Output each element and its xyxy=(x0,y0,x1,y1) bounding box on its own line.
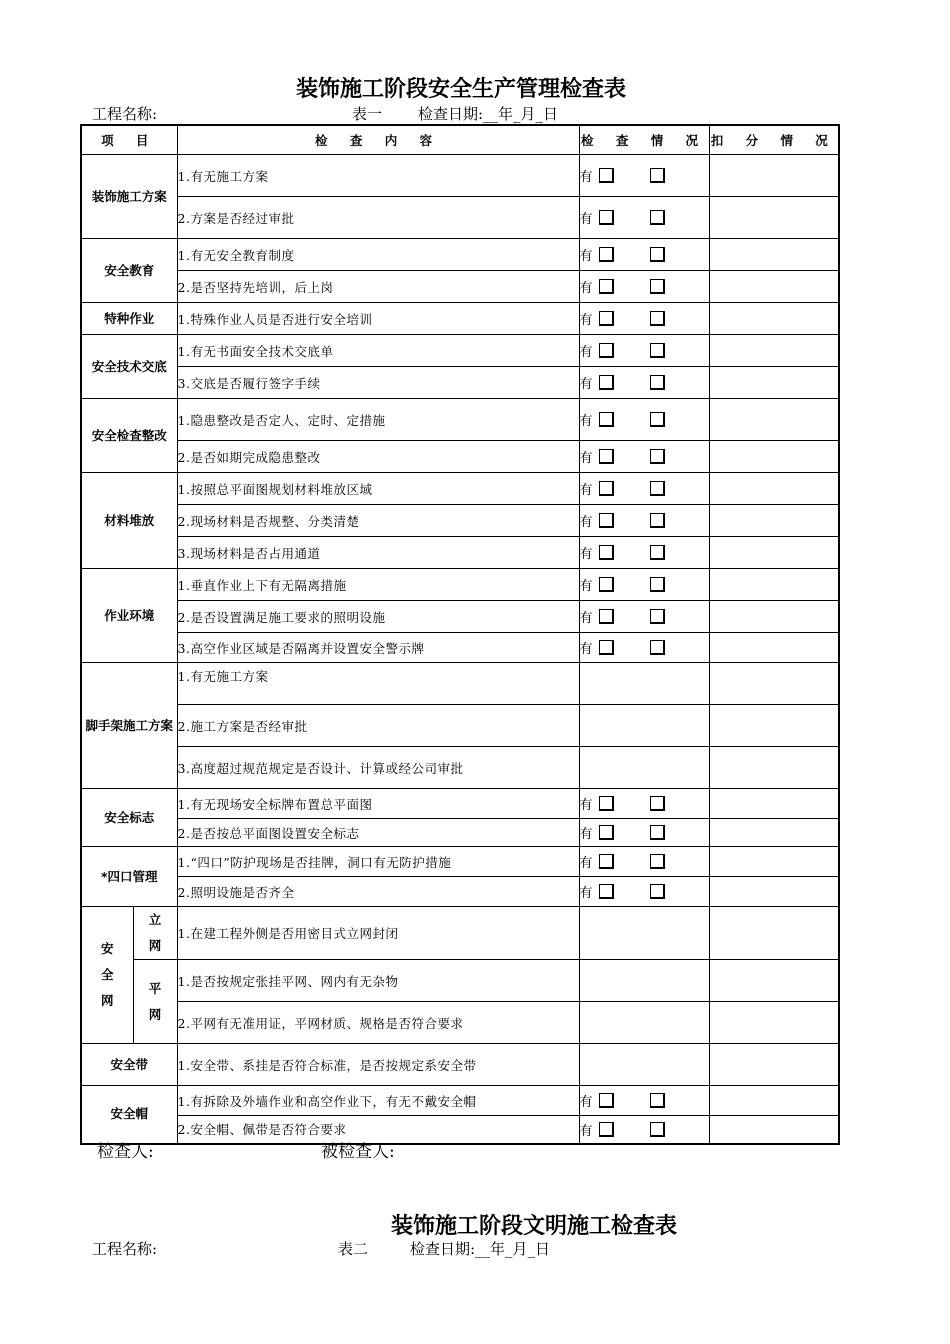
deduct-cell xyxy=(709,505,839,537)
table-row xyxy=(81,633,839,663)
section-name-cell: 安全检查整改 xyxy=(81,399,177,473)
inspector-label: 检查人: xyxy=(97,1142,154,1162)
deduct-cell xyxy=(709,877,839,907)
check-status-cell xyxy=(579,819,709,847)
checkbox-icon[interactable] xyxy=(650,247,665,262)
checkbox-icon[interactable] xyxy=(650,449,665,464)
checkbox-icon[interactable] xyxy=(599,825,614,840)
deduct-cell xyxy=(709,747,839,789)
check-status-cell xyxy=(579,1116,709,1144)
section-name-cell: 安全网 xyxy=(81,907,133,1044)
deduct-cell xyxy=(709,441,839,473)
checkbox-icon[interactable] xyxy=(650,513,665,528)
deduct-cell xyxy=(709,633,839,663)
yes-label: 有 xyxy=(579,827,593,842)
check-item-text: 3.高空作业区域是否隔离并设置安全警示牌 xyxy=(177,633,579,663)
deduct-cell xyxy=(709,663,839,705)
deduct-cell xyxy=(709,197,839,239)
checkbox-icon[interactable] xyxy=(599,210,614,225)
deduct-cell xyxy=(709,1116,839,1144)
table-row xyxy=(81,473,839,505)
checkbox-icon[interactable] xyxy=(599,168,614,183)
check-item-text: 2.平网有无准用证，平网材质、规格是否符合要求 xyxy=(177,1002,579,1044)
deduct-cell xyxy=(709,1002,839,1044)
yes-label: 有 xyxy=(579,1095,593,1110)
check-item-text: 1.“四口”防护现场是否挂牌，洞口有无防护措施 xyxy=(177,847,579,877)
form1-project-label: 工程名称: xyxy=(92,105,158,123)
table-row xyxy=(81,441,839,473)
deduct-cell xyxy=(709,847,839,877)
yes-label: 有 xyxy=(579,642,593,657)
table-row xyxy=(81,1044,839,1086)
table-row xyxy=(81,601,839,633)
check-status-cell xyxy=(579,303,709,335)
deduct-cell xyxy=(709,537,839,569)
yes-label: 有 xyxy=(579,451,593,466)
checkbox-icon[interactable] xyxy=(599,854,614,869)
checkbox-icon[interactable] xyxy=(650,279,665,294)
deduct-cell xyxy=(709,819,839,847)
safety-checklist-table xyxy=(80,124,840,1145)
table-row xyxy=(81,1116,839,1144)
section-name-cell: 脚手架施工方案 xyxy=(81,663,177,789)
check-item-text: 1.在建工程外侧是否用密目式立网封闭 xyxy=(177,907,579,960)
yes-label: 有 xyxy=(579,345,593,360)
check-status-cell xyxy=(579,1002,709,1044)
deduct-cell xyxy=(709,367,839,399)
checkbox-icon[interactable] xyxy=(650,545,665,560)
check-item-text: 1.隐患整改是否定人、定时、定措施 xyxy=(177,399,579,441)
check-item-text: 1.有无施工方案 xyxy=(177,155,579,197)
check-item-text: 2.施工方案是否经审批 xyxy=(177,705,579,747)
form1-table-no: 表一 xyxy=(352,105,383,123)
check-status-cell xyxy=(579,367,709,399)
deduct-cell xyxy=(709,569,839,601)
check-status-cell xyxy=(579,789,709,819)
checkbox-icon[interactable] xyxy=(599,412,614,427)
checkbox-icon[interactable] xyxy=(599,640,614,655)
checkbox-icon[interactable] xyxy=(650,796,665,811)
table-row xyxy=(81,367,839,399)
yes-label: 有 xyxy=(579,414,593,429)
check-item-text: 1.按照总平面图规划材料堆放区域 xyxy=(177,473,579,505)
table-row xyxy=(81,847,839,877)
check-status-cell xyxy=(579,473,709,505)
table-row xyxy=(81,537,839,569)
checkbox-icon[interactable] xyxy=(650,1122,665,1137)
table-row xyxy=(81,960,839,1002)
form1-date-label: 检查日期:__年_月_日 xyxy=(418,105,559,123)
sub-section-cell: 立网 xyxy=(133,907,177,960)
check-item-text: 2.方案是否经过审批 xyxy=(177,197,579,239)
checkbox-icon[interactable] xyxy=(599,279,614,294)
checkbox-icon[interactable] xyxy=(599,513,614,528)
check-status-cell xyxy=(579,271,709,303)
table-row xyxy=(81,877,839,907)
check-item-text: 2.是否如期完成隐患整改 xyxy=(177,441,579,473)
form2-date-label: 检查日期:__年_月_日 xyxy=(410,1240,551,1258)
table-row xyxy=(81,819,839,847)
yes-label: 有 xyxy=(579,856,593,871)
checkbox-icon[interactable] xyxy=(599,1122,614,1137)
check-status-cell xyxy=(579,907,709,960)
deduct-cell xyxy=(709,303,839,335)
checkbox-icon[interactable] xyxy=(599,609,614,624)
deduct-cell xyxy=(709,271,839,303)
checkbox-icon[interactable] xyxy=(650,640,665,655)
checkbox-icon[interactable] xyxy=(650,375,665,390)
section-name-cell: 装饰施工方案 xyxy=(81,155,177,239)
yes-label: 有 xyxy=(579,611,593,626)
table-row xyxy=(81,155,839,197)
check-item-text: 2.安全帽、佩带是否符合要求 xyxy=(177,1116,579,1144)
check-item-text: 2.是否坚持先培训，后上岗 xyxy=(177,271,579,303)
check-item-text: 1.垂直作业上下有无隔离措施 xyxy=(177,569,579,601)
header-row xyxy=(81,125,839,155)
check-item-text: 1.有无书面安全技术交底单 xyxy=(177,335,579,367)
check-item-text: 2.是否设置满足施工要求的照明设施 xyxy=(177,601,579,633)
deduct-cell xyxy=(709,960,839,1002)
table-row xyxy=(81,907,839,960)
table-row xyxy=(81,399,839,441)
yes-label: 有 xyxy=(579,212,593,227)
check-status-cell xyxy=(579,601,709,633)
section-name-cell: 特种作业 xyxy=(81,303,177,335)
checkbox-icon[interactable] xyxy=(650,577,665,592)
check-item-text: 1.特殊作业人员是否进行安全培训 xyxy=(177,303,579,335)
header-deduct: 扣 分 情 况 xyxy=(709,125,839,155)
table-row xyxy=(81,197,839,239)
deduct-cell xyxy=(709,907,839,960)
checkbox-icon[interactable] xyxy=(599,343,614,358)
check-status-cell xyxy=(579,197,709,239)
check-status-cell xyxy=(579,505,709,537)
check-item-text: 1.安全带、系挂是否符合标准，是否按规定系安全带 xyxy=(177,1044,579,1086)
yes-label: 有 xyxy=(579,1123,593,1139)
checkbox-icon[interactable] xyxy=(650,1093,665,1108)
check-status-cell xyxy=(579,705,709,747)
table-row xyxy=(81,747,839,789)
check-status-cell xyxy=(579,155,709,197)
checkbox-icon[interactable] xyxy=(599,311,614,326)
yes-label: 有 xyxy=(579,313,593,328)
checkbox-icon[interactable] xyxy=(650,210,665,225)
check-status-cell xyxy=(579,747,709,789)
table-row xyxy=(81,335,839,367)
check-item-text: 1.有无现场安全标牌布置总平面图 xyxy=(177,789,579,819)
deduct-cell xyxy=(709,789,839,819)
checkbox-icon[interactable] xyxy=(599,1093,614,1108)
table-row xyxy=(81,1086,839,1116)
checkbox-icon[interactable] xyxy=(650,168,665,183)
check-item-text: 2.照明设施是否齐全 xyxy=(177,877,579,907)
table-row xyxy=(81,663,839,705)
check-status-cell xyxy=(579,1044,709,1086)
header-check: 检 查 情 况 xyxy=(579,125,709,155)
checkbox-icon[interactable] xyxy=(650,412,665,427)
check-status-cell xyxy=(579,877,709,907)
yes-label: 有 xyxy=(579,515,593,530)
yes-label: 有 xyxy=(579,798,593,813)
table-row xyxy=(81,505,839,537)
checkbox-icon[interactable] xyxy=(650,884,665,899)
checkbox-icon[interactable] xyxy=(650,609,665,624)
yes-label: 有 xyxy=(579,886,593,901)
check-item-text: 3.现场材料是否占用通道 xyxy=(177,537,579,569)
deduct-cell xyxy=(709,601,839,633)
check-status-cell xyxy=(579,960,709,1002)
checkbox-icon[interactable] xyxy=(650,825,665,840)
table-row xyxy=(81,271,839,303)
check-item-text: 1.有无安全教育制度 xyxy=(177,239,579,271)
section-name-cell: 安全标志 xyxy=(81,789,177,847)
yes-label: 有 xyxy=(579,249,593,264)
check-item-text: 2.是否按总平面图设置安全标志 xyxy=(177,819,579,847)
deduct-cell xyxy=(709,399,839,441)
checkbox-icon[interactable] xyxy=(650,854,665,869)
table-row xyxy=(81,705,839,747)
checkbox-icon[interactable] xyxy=(599,247,614,262)
checkbox-icon[interactable] xyxy=(599,481,614,496)
deduct-cell xyxy=(709,335,839,367)
check-item-text: 3.高度超过规范规定是否设计、计算或经公司审批 xyxy=(177,747,579,789)
checkbox-icon[interactable] xyxy=(599,375,614,390)
yes-label: 有 xyxy=(579,377,593,392)
header-item: 项 目 xyxy=(81,125,177,155)
section-name-cell: 安全技术交底 xyxy=(81,335,177,399)
checkbox-icon[interactable] xyxy=(650,311,665,326)
section-name-cell: 安全帽 xyxy=(81,1086,177,1144)
deduct-cell xyxy=(709,155,839,197)
section-name-cell: 作业环境 xyxy=(81,569,177,663)
check-status-cell xyxy=(579,335,709,367)
check-status-cell xyxy=(579,441,709,473)
section-name-cell: 安全带 xyxy=(81,1044,177,1086)
deduct-cell xyxy=(709,1086,839,1116)
check-item-text: 1.有拆除及外墙作业和高空作业下，有无不戴安全帽 xyxy=(177,1086,579,1116)
table-row xyxy=(81,1002,839,1044)
check-status-cell xyxy=(579,537,709,569)
checkbox-icon[interactable] xyxy=(599,449,614,464)
yes-label: 有 xyxy=(579,483,593,498)
check-status-cell xyxy=(579,663,709,705)
form2-title: 装饰施工阶段文明施工检查表 xyxy=(391,1214,678,1239)
yes-label: 有 xyxy=(579,170,593,185)
table-row xyxy=(81,569,839,601)
section-name-cell: 材料堆放 xyxy=(81,473,177,569)
check-item-text: 1.有无施工方案 xyxy=(177,663,579,705)
yes-label: 有 xyxy=(579,579,593,594)
check-status-cell xyxy=(579,569,709,601)
check-status-cell xyxy=(579,633,709,663)
checkbox-icon[interactable] xyxy=(599,545,614,560)
checkbox-icon[interactable] xyxy=(599,884,614,899)
check-status-cell xyxy=(579,399,709,441)
checkbox-icon[interactable] xyxy=(650,343,665,358)
section-name-cell: *四口管理 xyxy=(81,847,177,907)
deduct-cell xyxy=(709,239,839,271)
check-status-cell xyxy=(579,239,709,271)
checkbox-icon[interactable] xyxy=(599,796,614,811)
table-row xyxy=(81,789,839,819)
table-row xyxy=(81,303,839,335)
inspectee-label: 被检查人: xyxy=(321,1142,395,1162)
check-item-text: 2.现场材料是否规整、分类清楚 xyxy=(177,505,579,537)
deduct-cell xyxy=(709,705,839,747)
deduct-cell xyxy=(709,1044,839,1086)
form1-title: 装饰施工阶段安全生产管理检查表 xyxy=(296,77,627,102)
check-item-text: 3.交底是否履行签字手续 xyxy=(177,367,579,399)
form2-table-no: 表二 xyxy=(338,1240,369,1258)
sub-section-cell: 平网 xyxy=(133,960,177,1044)
check-item-text: 1.是否按规定张挂平网、网内有无杂物 xyxy=(177,960,579,1002)
header-content: 检 查 内 容 xyxy=(177,125,579,155)
section-name-cell: 安全教育 xyxy=(81,239,177,303)
deduct-cell xyxy=(709,473,839,505)
checkbox-icon[interactable] xyxy=(599,577,614,592)
form2-project-label: 工程名称: xyxy=(92,1240,158,1258)
yes-label: 有 xyxy=(579,547,593,562)
yes-label: 有 xyxy=(579,281,593,296)
check-status-cell xyxy=(579,1086,709,1116)
check-status-cell xyxy=(579,847,709,877)
table-row xyxy=(81,239,839,271)
checkbox-icon[interactable] xyxy=(650,481,665,496)
